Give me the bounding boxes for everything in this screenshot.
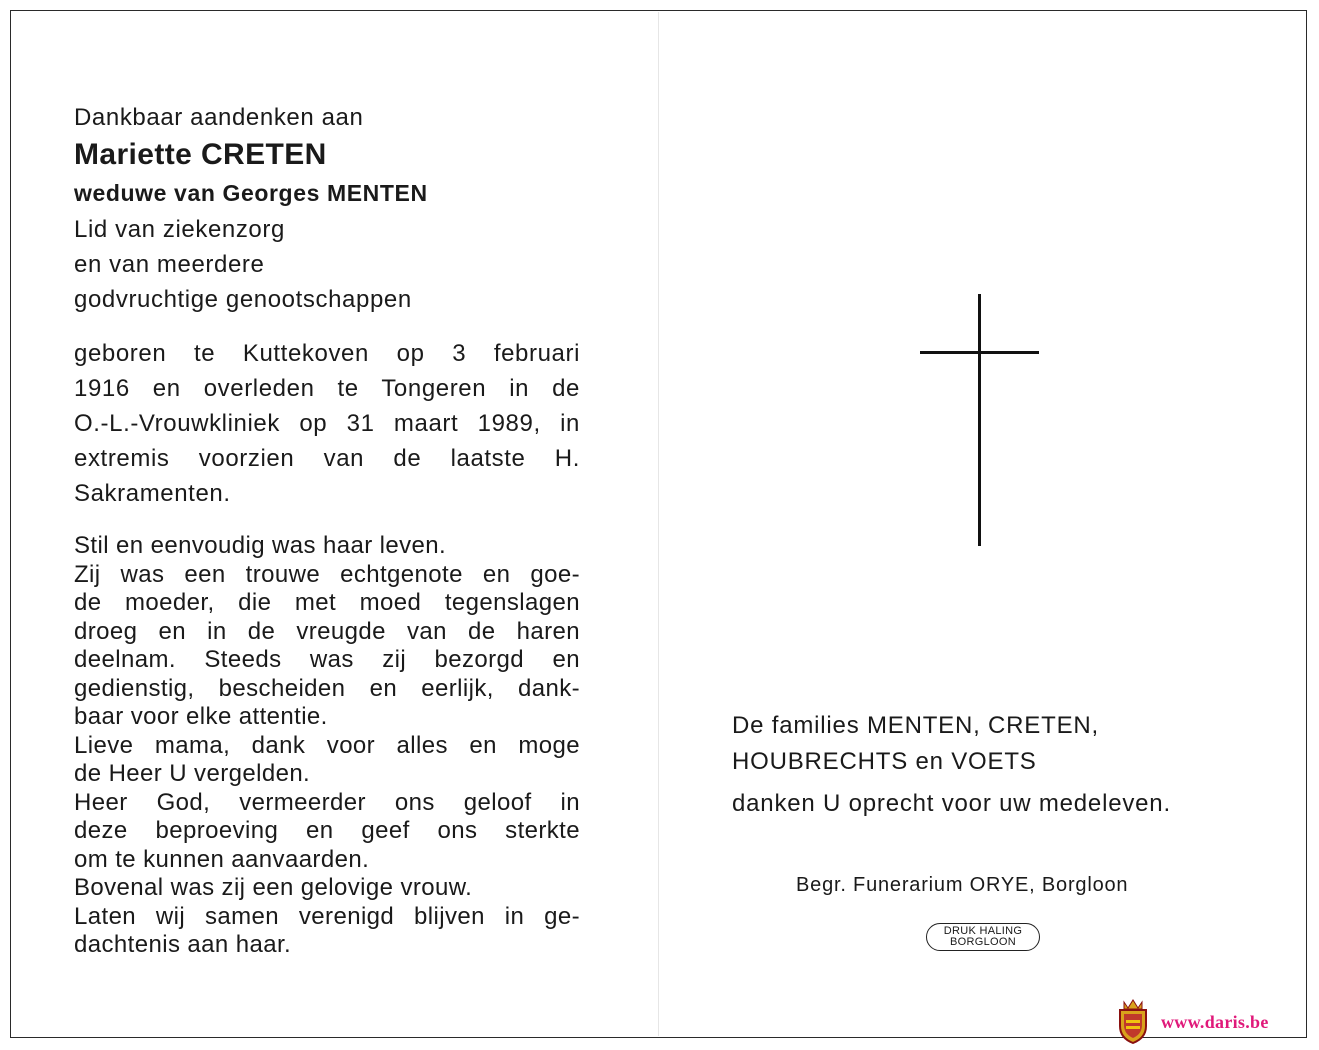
memorial-line: gedienstig, bescheiden en eerlijk, dank- [74, 674, 580, 702]
memorial-text [74, 532, 580, 960]
widow-of: weduwe van Georges MENTEN [74, 180, 428, 206]
bio-line: extremis voorzien van de laatste H. [74, 445, 580, 472]
biography [74, 336, 580, 511]
memorial-line: Lieve mama, dank voor alles en moge [74, 731, 580, 759]
funeral-home: Begr. Funerarium ORYE, Borgloon [796, 874, 1129, 896]
watermark [1116, 998, 1312, 1046]
watermark-text[interactable]: www.daris.be [1161, 1012, 1269, 1032]
deceased-name: Mariette CRETEN [74, 138, 327, 171]
memorial-line: Laten wij samen verenigd blijven in ge- [74, 902, 580, 930]
memorial-line: de Heer U vergelden. [74, 760, 311, 787]
bio-line: Sakramenten. [74, 480, 231, 507]
thanks-line: De families MENTEN, CRETEN, [732, 712, 1099, 739]
bio-line: geboren te Kuttekoven op 3 februari [74, 340, 580, 367]
memorial-line: droeg en in de vreugde van de haren [74, 617, 580, 645]
printer-name: DRUK HALING [943, 925, 1023, 937]
memorial-line: deelnam. Steeds was zij bezorgd en [74, 646, 580, 673]
memorial-line: baar voor elke attentie. [74, 703, 328, 730]
bio-line: O.-L.-Vrouwkliniek op 31 maart 1989, in [74, 410, 580, 437]
intro-text: Dankbaar aandenken aan [74, 104, 364, 131]
memorial-line: de moeder, die met moed tegenslagen [74, 589, 580, 616]
memorial-line: Stil en eenvoudig was haar leven. [74, 532, 447, 559]
memorial-line: om te kunnen aanvaarden. [74, 845, 370, 873]
printer-stamp [926, 923, 1040, 951]
printer-town: BORGLOON [950, 936, 1016, 948]
crest-icon [1116, 998, 1150, 1044]
membership-line: en van meerdere [74, 251, 265, 278]
thanks-line: HOUBRECHTS en VOETS [732, 748, 1037, 775]
memorial-line: Bovenal was zij een gelovige vrouw. [74, 874, 473, 901]
memorial-line: dachtenis aan haar. [74, 931, 292, 958]
thanks-line: danken U oprecht voor uw medeleven. [732, 790, 1171, 817]
card-fold [658, 12, 659, 1036]
memorial-line: Zij was een trouwe echtgenote en goe- [74, 560, 580, 588]
memorial-line: deze beproeving en geef ons sterkte [74, 817, 580, 844]
membership-line: godvruchtige genootschappen [74, 286, 412, 313]
bio-line: 1916 en overleden te Tongeren in de [74, 375, 580, 402]
membership-line: Lid van ziekenzorg [74, 216, 285, 243]
cross-icon-arm [920, 351, 1039, 354]
memorial-line: Heer God, vermeerder ons geloof in [74, 788, 580, 816]
cross-icon [978, 294, 981, 546]
